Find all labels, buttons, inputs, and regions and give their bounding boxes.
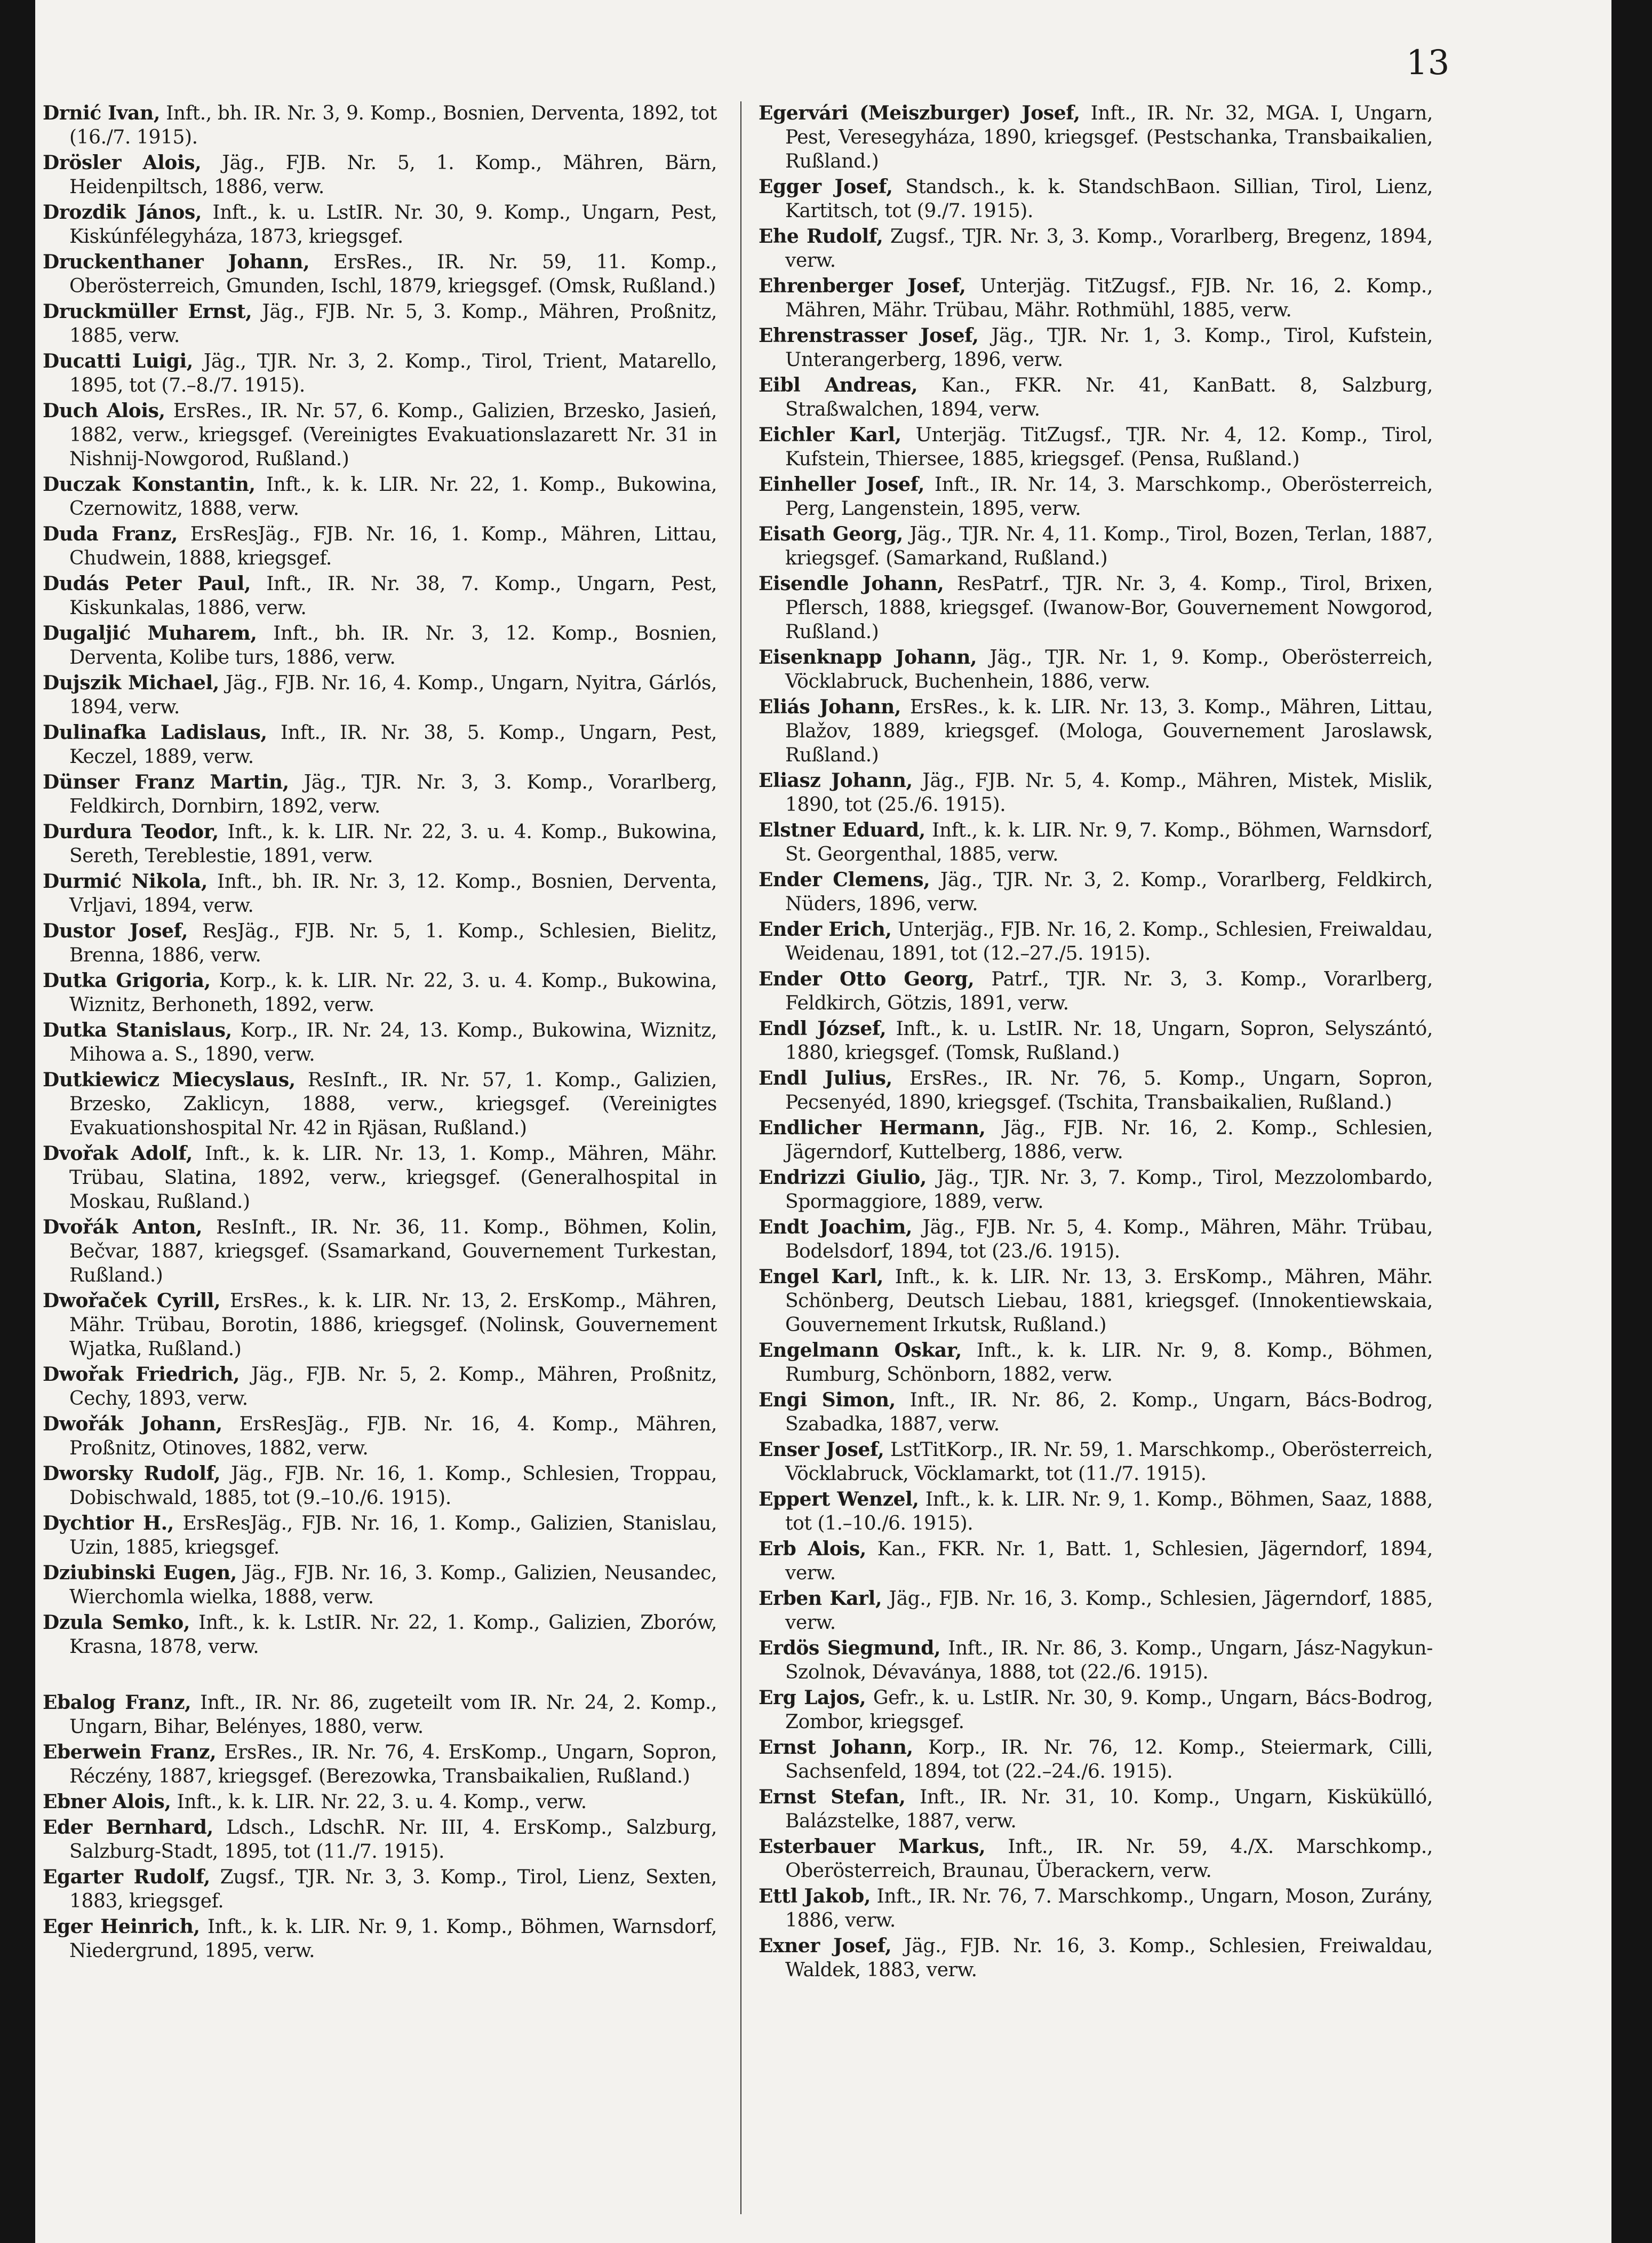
entry-name: Dziubinski Eugen, — [43, 1562, 237, 1584]
roster-entry — [43, 870, 717, 918]
roster-entry — [43, 1462, 717, 1510]
entry-details: Jäg., FJB. Nr. 16, 2. Komp., Schlesien, Jägerndorf, Kuttelberg, 1886, verw. — [785, 1117, 1433, 1163]
entry-details: Inft., bh. IR. Nr. 3, 12. Komp., Bosnien, Derventa, Kolibe turs, 1886, verw. — [69, 623, 717, 669]
roster-entry — [43, 1068, 717, 1140]
entry-details: Korp., k. k. LIR. Nr. 22, 3. u. 4. Komp., Bukowina, Wiznitz, Berhoneth, 1892, verw. — [69, 970, 717, 1016]
entry-name: Egarter Rudolf, — [43, 1866, 210, 1888]
entry-details: Inft., k. k. LIR. Nr. 9, 8. Komp., Böhmen, Rumburg, Schönborn, 1882, verw. — [785, 1340, 1433, 1386]
roster-entry — [43, 250, 717, 298]
entry-details: Inft., k. k. LIR. Nr. 13, 3. ErsKomp., Mähren, Mähr. Schönberg, Deutsch Liebau, 1881, kriegsgef. (Innokentiewskaia, Gouvernement Irkutsk, Rußland.) — [785, 1266, 1433, 1336]
roster-entry — [759, 522, 1433, 570]
entry-name: Drnić Ivan, — [43, 102, 160, 124]
entry-details: Inft., IR. Nr. 86, 3. Komp., Ungarn, Jász-Nagykun-Szolnok, Dévaványa, 1888, tot (22./6. 1915). — [785, 1637, 1433, 1683]
entry-details: LstTitKorp., IR. Nr. 59, 1. Marschkomp., Oberösterreich, Vöcklabruck, Vöcklamarkt, tot (11./7. 1915). — [785, 1439, 1433, 1485]
entry-name: Elstner Eduard, — [759, 819, 925, 841]
entry-details: ErsResJäg., FJB. Nr. 16, 1. Komp., Mähren, Littau, Chudwein, 1888, kriegsgef. — [69, 523, 717, 569]
entry-details: Jäg., TJR. Nr. 4, 11. Komp., Tirol, Bozen, Terlan, 1887, kriegsgef. (Samarkand, Rußland.) — [785, 523, 1433, 569]
entry-details: Jäg., FJB. Nr. 16, 3. Komp., Schlesien, Jägerndorf, 1885, verw. — [785, 1588, 1433, 1634]
entry-details: ErsRes., IR. Nr. 59, 11. Komp., Oberösterreich, Gmunden, Ischl, 1879, kriegsgef. (Omsk, Rußland.) — [69, 251, 717, 297]
entry-name: Enser Josef, — [759, 1438, 884, 1461]
roster-entry — [759, 1438, 1433, 1486]
entry-details: Jäg., FJB. Nr. 5, 4. Komp., Mähren, Mistek, Mislik, 1890, tot (25./6. 1915). — [785, 770, 1433, 816]
roster-entry — [43, 1363, 717, 1411]
entry-details: Inft., k. k. LIR. Nr. 13, 1. Komp., Mähren, Mähr. Trübau, Slatina, 1892, verw., kriegsgef. (Generalhospital in Moskau, Rußland.) — [69, 1143, 717, 1213]
roster-entry — [43, 1215, 717, 1287]
entry-name: Erdös Siegmund, — [759, 1637, 941, 1659]
entry-details: Inft., IR. Nr. 76, 7. Marschkomp., Ungarn, Moson, Zurány, 1886, verw. — [785, 1886, 1433, 1931]
entry-details: Ldsch., LdschR. Nr. III, 4. ErsKomp., Salzburg, Salzburg-Stadt, 1895, tot (11./7. 1915). — [69, 1817, 717, 1863]
roster-entry — [759, 868, 1433, 916]
entry-name: Dustor Josef, — [43, 920, 188, 942]
entry-details: Inft., k. u. LstIR. Nr. 30, 9. Komp., Ungarn, Pest, Kiskúnfélegyháza, 1873, kriegsgef. — [69, 202, 717, 248]
roster-entry — [43, 1816, 717, 1864]
roster-entry — [43, 101, 717, 149]
roster-entry — [759, 1215, 1433, 1263]
entry-name: Duch Alois, — [43, 400, 165, 422]
entry-name: Ebalog Franz, — [43, 1691, 191, 1714]
roster-entry — [43, 1289, 717, 1361]
entry-details: Inft., bh. IR. Nr. 3, 12. Komp., Bosnien, Derventa, Vrljavi, 1894, verw. — [69, 871, 717, 917]
entry-details: ResInft., IR. Nr. 36, 11. Komp., Böhmen, Kolin, Bečvar, 1887, kriegsgef. (Ssamarkand, Gouvernement Turkestan, Rußland.) — [69, 1216, 717, 1286]
roster-entry — [43, 820, 717, 868]
roster-entry — [759, 175, 1433, 223]
page-number: 13 — [1406, 43, 1450, 83]
entry-details: Inft., IR. Nr. 31, 10. Komp., Ungarn, Kiskükülló, Balázstelke, 1887, verw. — [785, 1786, 1433, 1832]
entry-name: Ernst Johann, — [759, 1736, 913, 1759]
roster-entry — [759, 1017, 1433, 1065]
roster-entry — [43, 473, 717, 521]
roster-entry — [759, 423, 1433, 471]
entry-details: Gefr., k. u. LstIR. Nr. 30, 9. Komp., Ungarn, Bács-Bodrog, Zombor, kriegsgef. — [785, 1687, 1433, 1733]
roster-entry — [759, 1587, 1433, 1635]
entry-name: Dutka Stanislaus, — [43, 1019, 232, 1041]
entry-name: Dychtior H., — [43, 1512, 174, 1534]
roster-entry — [43, 1561, 717, 1609]
entry-details: Jäg., TJR. Nr. 3, 2. Komp., Vorarlberg, Feldkirch, Nüders, 1896, verw. — [785, 869, 1433, 915]
entry-details: ResInft., IR. Nr. 57, 1. Komp., Galizien, Brzesko, Zaklicyn, 1888, verw., kriegsgef. (Vereinigtes Evakuationshospital Nr. 42 in Rjäsan, Rußland.) — [69, 1069, 717, 1139]
entry-details: Standsch., k. k. StandschBaon. Sillian, Tirol, Lienz, Kartitsch, tot (9./7. 1915). — [785, 176, 1433, 222]
roster-entry — [43, 721, 717, 769]
roster-entry — [759, 1636, 1433, 1684]
roster-entry — [759, 1388, 1433, 1436]
entry-name: Dzula Semko, — [43, 1611, 190, 1634]
roster-entry — [43, 1691, 717, 1739]
roster-entry — [759, 967, 1433, 1015]
entry-name: Engel Karl, — [759, 1266, 884, 1288]
roster-entry — [759, 1265, 1433, 1337]
entry-details: ErsResJäg., FJB. Nr. 16, 4. Komp., Mähren, Proßnitz, Otinoves, 1882, verw. — [69, 1413, 717, 1459]
entry-name: Dwořaček Cyrill, — [43, 1290, 221, 1312]
entry-details: Jäg., FJB. Nr. 5, 4. Komp., Mähren, Mähr. Trübau, Bodelsdorf, 1894, tot (23./6. 1915). — [785, 1216, 1433, 1262]
entry-details: Inft., IR. Nr. 86, 2. Komp., Ungarn, Bács-Bodrog, Szabadka, 1887, verw. — [785, 1389, 1433, 1435]
entry-name: Dwořak Friedrich, — [43, 1363, 240, 1386]
entry-name: Ettl Jakob, — [759, 1885, 871, 1907]
entry-name: Eisendle Johann, — [759, 572, 944, 595]
roster-entry — [759, 1736, 1433, 1784]
entry-details: ResPatrf., TJR. Nr. 3, 4. Komp., Tirol, Brixen, Pflersch, 1888, kriegsgef. (Iwanow-Bor, Gouvernement Nowgorod, Rußland.) — [785, 573, 1433, 643]
roster-entry — [43, 1412, 717, 1460]
entry-details: Inft., k. k. LstIR. Nr. 22, 1. Komp., Galizien, Zborów, Krasna, 1878, verw. — [69, 1612, 717, 1658]
entry-name: Ehe Rudolf, — [759, 225, 883, 248]
entry-name: Ehrenberger Josef, — [759, 275, 966, 297]
entry-details: Jäg., FJB. Nr. 16, 4. Komp., Ungarn, Nyitra, Gárlós, 1894, verw. — [69, 672, 717, 718]
entry-name: Eisath Georg, — [759, 523, 903, 545]
roster-entry — [759, 1686, 1433, 1734]
roster-entry — [759, 1166, 1433, 1214]
entry-name: Erb Alois, — [759, 1538, 866, 1560]
roster-entry — [759, 1537, 1433, 1585]
entry-name: Endl József, — [759, 1017, 887, 1040]
roster-entry — [759, 1934, 1433, 1982]
entry-name: Dulinafka Ladislaus, — [43, 721, 267, 744]
roster-entry — [759, 1067, 1433, 1115]
roster-entry — [43, 1740, 717, 1788]
roster-entry — [43, 399, 717, 471]
roster-entry — [759, 1835, 1433, 1883]
roster-entry — [759, 373, 1433, 421]
entry-details: Jäg., FJB. Nr. 5, 2. Komp., Mähren, Proßnitz, Cechy, 1893, verw. — [69, 1364, 717, 1410]
entry-details: ErsRes., k. k. LIR. Nr. 13, 2. ErsKomp., Mähren, Mähr. Trübau, Borotin, 1886, kriegsgef. (Nolinsk, Gouvernement Wjatka, Rußland.) — [69, 1290, 717, 1360]
entry-name: Duczak Konstantin, — [43, 473, 256, 496]
entry-details: Korp., IR. Nr. 76, 12. Komp., Steiermark, Cilli, Sachsenfeld, 1894, tot (22.–24./6. 1915). — [785, 1737, 1433, 1783]
entry-name: Ender Erich, — [759, 918, 892, 941]
entry-name: Eder Bernhard, — [43, 1816, 213, 1839]
entry-details: Inft., IR. Nr. 59, 4./X. Marschkomp., Oberösterreich, Braunau, Überackern, verw. — [785, 1836, 1433, 1882]
entry-details: Inft., k. k. LIR. Nr. 9, 1. Komp., Böhmen, Saaz, 1888, tot (1.–10./6. 1915). — [785, 1489, 1433, 1534]
entry-details: ResJäg., FJB. Nr. 5, 1. Komp., Schlesien, Bielitz, Brenna, 1886, verw. — [69, 920, 717, 966]
entry-name: Eichler Karl, — [759, 424, 901, 446]
roster-entry — [759, 1116, 1433, 1164]
entry-details: Jäg., TJR. Nr. 3, 3. Komp., Vorarlberg, Feldkirch, Dornbirn, 1892, verw. — [69, 771, 717, 817]
entry-details: Kan., FKR. Nr. 1, Batt. 1, Schlesien, Jägerndorf, 1894, verw. — [785, 1538, 1433, 1584]
entry-name: Dugaljić Muharem, — [43, 622, 257, 645]
entry-details: Patrf., TJR. Nr. 3, 3. Komp., Vorarlberg, Feldkirch, Götzis, 1891, verw. — [785, 968, 1433, 1014]
entry-details: Jäg., FJB. Nr. 5, 1. Komp., Mähren, Bärn, Heidenpiltsch, 1886, verw. — [69, 152, 717, 198]
entry-details: Jäg., TJR. Nr. 1, 9. Komp., Oberösterreich, Vöcklabruck, Buchenhein, 1886, verw. — [785, 647, 1433, 693]
entry-name: Endl Julius, — [759, 1067, 892, 1089]
entry-name: Ender Clemens, — [759, 869, 930, 891]
entry-name: Eger Heinrich, — [43, 1915, 200, 1938]
document-page — [35, 0, 1611, 2243]
entry-name: Endt Joachim, — [759, 1216, 913, 1238]
entry-name: Ducatti Luigi, — [43, 350, 193, 372]
entry-name: Dudás Peter Paul, — [43, 572, 251, 595]
entry-name: Eliasz Johann, — [759, 769, 913, 792]
entry-name: Durdura Teodor, — [43, 821, 219, 843]
entry-details: Zugsf., TJR. Nr. 3, 3. Komp., Vorarlberg, Bregenz, 1894, verw. — [785, 226, 1433, 272]
roster-entry — [759, 646, 1433, 694]
entry-name: Egger Josef, — [759, 176, 893, 198]
entry-name: Eberwein Franz, — [43, 1741, 217, 1763]
entry-name: Endlicher Hermann, — [759, 1117, 986, 1139]
roster-entry — [759, 1884, 1433, 1932]
entry-details: Inft., k. u. LstIR. Nr. 18, Ungarn, Sopron, Selyszántó, 1880, kriegsgef. (Tomsk, Rußland.) — [785, 1018, 1433, 1064]
entry-details: Inft., IR. Nr. 38, 7. Komp., Ungarn, Pest, Kiskunkalas, 1886, verw. — [69, 573, 717, 619]
entry-name: Eisenknapp Johann, — [759, 646, 977, 669]
roster-entry — [43, 151, 717, 199]
entry-name: Engelmann Oskar, — [759, 1339, 962, 1362]
entry-details: ErsResJäg., FJB. Nr. 16, 1. Komp., Galizien, Stanislau, Uzin, 1885, kriegsgef. — [69, 1513, 717, 1558]
entry-name: Drozdik János, — [43, 201, 202, 224]
roster-entry — [43, 622, 717, 670]
left-column — [43, 101, 717, 1964]
entry-details: Unterjäg. TitZugsf., TJR. Nr. 4, 12. Komp., Tirol, Kufstein, Thiersee, 1885, kriegsgef. (Pensa, Rußland.) — [785, 424, 1433, 470]
roster-entry — [43, 1142, 717, 1214]
entry-details: Inft., k. k. LIR. Nr. 22, 1. Komp., Bukowina, Czernowitz, 1888, verw. — [69, 474, 717, 520]
entry-details: Jäg., TJR. Nr. 3, 7. Komp., Tirol, Mezzolombardo, Spormaggiore, 1889, verw. — [785, 1167, 1433, 1213]
roster-entry — [759, 473, 1433, 521]
entry-details: Inft., k. k. LIR. Nr. 9, 7. Komp., Böhmen, Warnsdorf, St. Georgenthal, 1885, verw. — [785, 820, 1433, 865]
roster-entry — [43, 1865, 717, 1913]
roster-entry — [43, 671, 717, 719]
entry-name: Duda Franz, — [43, 523, 178, 545]
roster-entry — [759, 695, 1433, 767]
entry-name: Dvořak Adolf, — [43, 1142, 193, 1165]
entry-details: Jäg., FJB. Nr. 16, 1. Komp., Schlesien, Troppau, Dobischwald, 1885, tot (9.–10./6. 1915). — [69, 1463, 717, 1509]
entry-name: Eibl Andreas, — [759, 374, 918, 396]
roster-entry — [43, 1019, 717, 1067]
entry-name: Druckenthaner Johann, — [43, 251, 310, 273]
entry-details: Inft., k. k. LIR. Nr. 22, 3. u. 4. Komp., Bukowina, Sereth, Tereblestie, 1891, verw. — [69, 821, 717, 867]
entry-name: Ehrenstrasser Josef, — [759, 324, 979, 347]
entry-name: Durmić Nikola, — [43, 870, 208, 893]
entry-name: Dutka Grigoria, — [43, 969, 211, 992]
roster-entry — [43, 1512, 717, 1560]
entry-name: Endrizzi Giulio, — [759, 1166, 927, 1189]
roster-entry — [759, 274, 1433, 322]
entry-name: Dvořák Anton, — [43, 1216, 203, 1238]
entry-name: Egervári (Meiszburger) Josef, — [759, 102, 1080, 124]
entry-name: Dworsky Rudolf, — [43, 1462, 221, 1485]
entry-details: Inft., IR. Nr. 14, 3. Marschkomp., Oberösterreich, Perg, Langenstein, 1895, verw. — [785, 474, 1433, 520]
entry-name: Erben Karl, — [759, 1587, 882, 1610]
roster-entry — [43, 572, 717, 620]
entry-name: Engi Simon, — [759, 1389, 896, 1411]
entry-details: Inft., k. k. LIR. Nr. 22, 3. u. 4. Komp., verw. — [171, 1791, 587, 1813]
roster-entry — [43, 300, 717, 348]
roster-entry — [43, 349, 717, 397]
column-divider — [740, 101, 741, 2214]
entry-details: ErsRes., k. k. LIR. Nr. 13, 3. Komp., Mähren, Littau, Blažov, 1889, kriegsgef. (Mologa, Gouvernement Jaroslawsk, Rußland.) — [785, 696, 1433, 766]
entry-name: Exner Josef, — [759, 1935, 892, 1957]
entry-name: Eppert Wenzel, — [759, 1488, 919, 1510]
roster-entry — [759, 1488, 1433, 1536]
entry-name: Dujszik Michael, — [43, 672, 219, 694]
entry-name: Eliás Johann, — [759, 696, 901, 718]
entry-details: Unterjäg., FJB. Nr. 16, 2. Komp., Schlesien, Freiwaldau, Weidenau, 1891, tot (12.–27./5. 1915). — [785, 919, 1433, 965]
roster-entry — [43, 969, 717, 1017]
entry-details: Kan., FKR. Nr. 41, KanBatt. 8, Salzburg, Straßwalchen, 1894, verw. — [785, 375, 1433, 420]
roster-entry — [759, 1339, 1433, 1387]
entry-name: Ender Otto Georg, — [759, 968, 975, 990]
entry-name: Ebner Alois, — [43, 1791, 171, 1813]
entry-details: Inft., bh. IR. Nr. 3, 9. Komp., Bosnien, Derventa, 1892, tot (16./7. 1915). — [69, 102, 717, 148]
entry-details: Korp., IR. Nr. 24, 13. Komp., Bukowina, Wiznitz, Mihowa a. S., 1890, verw. — [69, 1020, 717, 1065]
entry-details: ErsRes., IR. Nr. 76, 5. Komp., Ungarn, Sopron, Pecsenyéd, 1890, kriegsgef. (Tschita, Transbaikalien, Rußland.) — [785, 1068, 1433, 1113]
roster-entry — [43, 1611, 717, 1659]
entry-details: Inft., IR. Nr. 32, MGA. I, Ungarn, Pest, Veresegyháza, 1890, kriegsgef. (Pestschanka, Transbaikalien, Rußland.) — [785, 102, 1433, 172]
entry-details: ErsRes., IR. Nr. 57, 6. Komp., Galizien, Brzesko, Jasień, 1882, verw., kriegsgef. (Vereinigtes Evakuationslazarett Nr. 31 in Nishnij-Nowgorod, Rußland.) — [69, 400, 717, 470]
entry-name: Dutkiewicz Miecyslaus, — [43, 1069, 296, 1091]
roster-entry — [759, 101, 1433, 173]
entry-details: Jäg., FJB. Nr. 5, 3. Komp., Mähren, Proßnitz, 1885, verw. — [69, 301, 717, 347]
entry-details: ErsRes., IR. Nr. 76, 4. ErsKomp., Ungarn, Sopron, Réczény, 1887, kriegsgef. (Berezowka, Transbaikalien, Rußland.) — [69, 1741, 717, 1787]
entry-details: Jäg., TJR. Nr. 3, 2. Komp., Tirol, Trient, Matarello, 1895, tot (7.–8./7. 1915). — [69, 351, 717, 396]
entry-name: Drösler Alois, — [43, 152, 202, 174]
entry-name: Einheller Josef, — [759, 473, 924, 496]
right-column — [759, 101, 1433, 1984]
roster-entry — [43, 919, 717, 967]
entry-name: Erg Lajos, — [759, 1687, 866, 1709]
entry-name: Ernst Stefan, — [759, 1786, 906, 1808]
roster-entry — [759, 225, 1433, 273]
entry-details: Jäg., FJB. Nr. 16, 3. Komp., Galizien, Neusandec, Wierchomla wielka, 1888, verw. — [69, 1562, 717, 1608]
entry-name: Dwořák Johann, — [43, 1413, 222, 1435]
roster-entry — [43, 1915, 717, 1963]
entry-details: Inft., IR. Nr. 38, 5. Komp., Ungarn, Pest, Keczel, 1889, verw. — [69, 722, 717, 768]
entry-name: Esterbauer Markus, — [759, 1835, 986, 1858]
roster-entry — [43, 201, 717, 249]
roster-entry — [43, 770, 717, 818]
entry-name: Druckmüller Ernst, — [43, 300, 252, 323]
entry-details: Jäg., TJR. Nr. 1, 3. Komp., Tirol, Kufstein, Unterangerberg, 1896, verw. — [785, 325, 1433, 371]
roster-entry — [759, 324, 1433, 372]
roster-entry — [43, 1790, 717, 1814]
entry-details: Unterjäg. TitZugsf., FJB. Nr. 16, 2. Komp., Mähren, Mähr. Trübau, Mähr. Rothmühl, 1885, verw. — [785, 275, 1433, 321]
roster-entry — [759, 918, 1433, 966]
roster-entry — [759, 572, 1433, 644]
entry-details: Jäg., FJB. Nr. 16, 3. Komp., Schlesien, Freiwaldau, Waldek, 1883, verw. — [785, 1935, 1433, 1981]
roster-entry — [759, 1785, 1433, 1833]
roster-entry — [759, 769, 1433, 817]
entry-details: Zugsf., TJR. Nr. 3, 3. Komp., Tirol, Lienz, Sexten, 1883, kriegsgef. — [69, 1866, 717, 1912]
roster-entry — [759, 818, 1433, 866]
roster-entry — [43, 522, 717, 570]
entry-details: Inft., IR. Nr. 86, zugeteilt vom IR. Nr. 24, 2. Komp., Ungarn, Bihar, Belényes, 1880, verw. — [69, 1692, 717, 1738]
entry-name: Dünser Franz Martin, — [43, 771, 289, 793]
entry-details: Inft., k. k. LIR. Nr. 9, 1. Komp., Böhmen, Warnsdorf, Niedergrund, 1895, verw. — [69, 1916, 717, 1962]
